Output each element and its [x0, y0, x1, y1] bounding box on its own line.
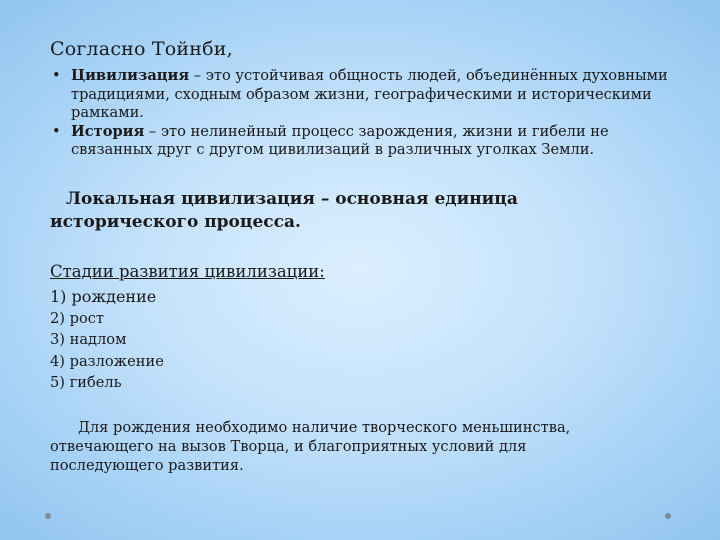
definition-term: История: [71, 122, 145, 140]
definition-term: Цивилизация: [71, 67, 190, 84]
definitions-list: [52, 67, 692, 160]
local-line-2: исторического процесса.: [50, 212, 301, 232]
slide-heading: Согласно Тойнби,: [50, 38, 233, 60]
closing-line-3: последующего развития.: [50, 457, 244, 474]
corner-dot-icon: [665, 513, 671, 519]
bullet-dot-icon: •: [52, 122, 61, 140]
definition-text: – это нелинейный процесс зарождения, жизни и гибели не связанных друг с другом цивилизаций в различных уголках Земли.: [71, 122, 609, 158]
closing-line-1: Для рождения необходимо наличие творческого меньшинства,: [78, 419, 571, 436]
definition-item-history: [52, 123, 692, 160]
stage-item: 5) гибель: [50, 374, 122, 391]
stage-item: 2) рост: [50, 309, 104, 327]
corner-dot-icon: [45, 513, 51, 519]
stage-item: 3) надлом: [50, 331, 127, 348]
closing-line-2: отвечающего на вызов Творца, и благоприятных условий для: [50, 438, 527, 455]
local-line-1: Локальная цивилизация – основная единица: [66, 189, 518, 209]
stages-title: Стадии развития цивилизации:: [50, 262, 325, 281]
bullet-dot-icon: •: [52, 67, 61, 84]
stages-list: [50, 286, 164, 394]
definition-item-civilization: [52, 67, 692, 123]
stage-item: 4) разложение: [50, 352, 164, 370]
local-civilization-statement: [50, 188, 690, 234]
closing-paragraph: [50, 418, 650, 475]
definition-text: – это устойчивая общность людей, объединённых духовными традициями, сходным образом жизни, географическими и историческими рамками.: [71, 67, 668, 121]
stage-item: 1) рождение: [50, 287, 157, 306]
